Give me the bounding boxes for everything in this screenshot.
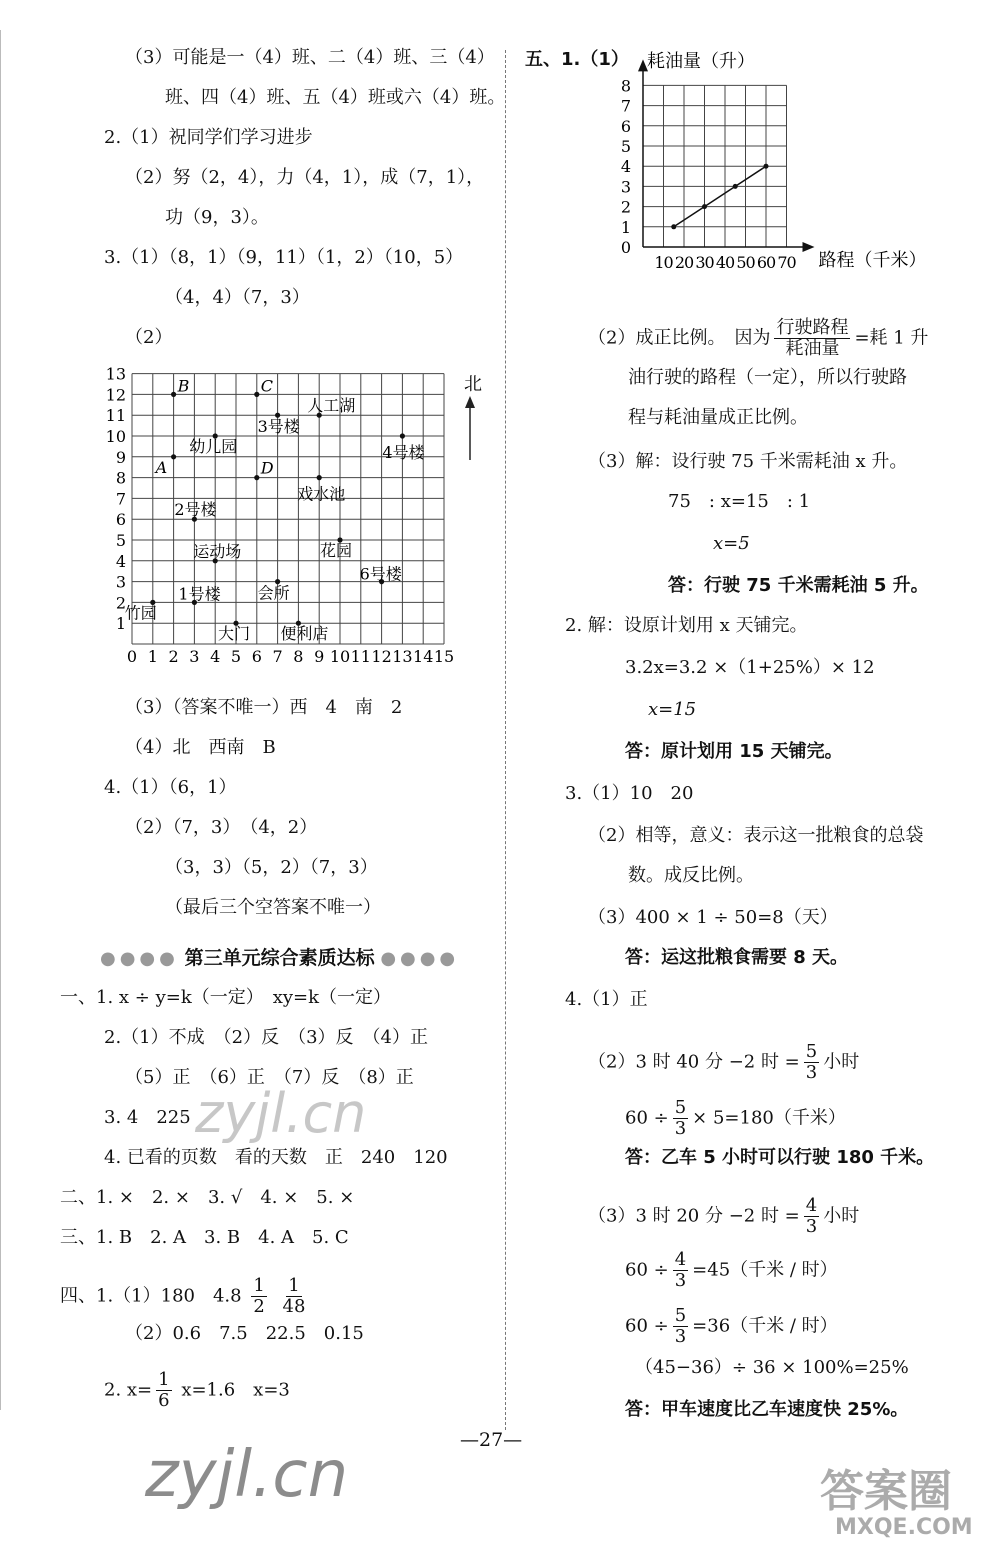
answer-8-3-line4: （45−36）÷ 36 × 100%=25% [635,1357,909,1378]
fuel-line-chart [605,45,945,275]
answer-5-2-line1 [588,318,928,359]
coordinate-map [100,360,500,670]
answer-3-3-line2: 班、四（4）班、五（4）班或六（4）班。 [165,87,506,108]
answer-6-result: 答：原计划用 15 天铺完。 [625,741,843,762]
map-point-label: 3号楼 [257,417,300,437]
map-y-tick-label: 10 [105,427,126,446]
map-y-tick-label: 7 [115,489,126,509]
part1-q1: 一、1. x ÷ y=k（一定） xy=k（一定） [60,987,392,1008]
answer-2-2-line2: 功（9，3）。 [165,207,269,228]
fraction [281,1276,308,1317]
map-point-label: 4号楼 [382,443,425,462]
map-point-label: C [260,376,274,396]
decor-dots-left: ●●●● [100,948,179,969]
answer-8-3-result: 答：甲车速度比乙车速度快 25%。 [625,1399,909,1420]
map-y-tick-label: 1 [115,614,126,634]
map-point [171,392,176,397]
map-x-tick-label: 10 [329,647,351,666]
answer-8-2-line2 [625,1098,846,1139]
map-y-tick-label: 13 [105,364,126,384]
map-x-tick-label: 6 [251,647,262,666]
fraction-den: 3 [674,1118,687,1139]
map-x-tick-label: 1 [147,647,158,666]
map-point-label: D [260,458,274,478]
answer-6-line3: x=15 [648,699,697,720]
answer-4-1: 4.（1）（6，1） [104,777,237,798]
answer-8-3-line1 [588,1196,859,1237]
x-axis-arrow-icon [803,242,815,252]
chart-y-tick-label: 7 [620,96,631,116]
answer-5-2-prefix: （2）成正比例。 因为 [588,327,771,349]
map-point-label: 幼儿园 [189,437,238,456]
part1-q2-line2: （5）正 （6）正 （7）反 （8）正 [125,1067,414,1088]
answer-7-result: 答：运这批粮食需要 8 天。 [625,947,849,968]
answer-4-note: （最后三个空答案不唯一） [165,897,381,918]
fraction-den: 48 [282,1296,306,1317]
answer-3-1-line2: （4，4）（7，3） [165,287,310,308]
map-point-label: 花园 [320,541,353,560]
answer-3-4: （4）北 西南 B [125,737,276,758]
answer-7-1: 3.（1）10 20 [565,783,694,804]
page-edge [0,30,15,1410]
fraction [156,1370,171,1411]
fraction-num: 5 [674,1305,687,1326]
part1-q2-line1: 2.（1）不成 （2）反 （3）反 （4）正 [104,1027,428,1048]
calc-prefix: 60 ÷ [625,1259,669,1281]
watermark-zyjl-bottom: zyjl.cn [145,1438,349,1512]
chart-x-tick-label: 70 [777,253,796,272]
fraction-den: 3 [674,1270,687,1291]
part3-answers: 三、1. B 2. A 3. B 4. A 5. C [60,1227,349,1248]
answer-5-2-line3: 程与耗油量成正比例。 [628,407,808,428]
map-point [254,392,259,397]
fraction [673,1306,688,1347]
fraction [804,1042,819,1083]
part4-q1-1 [60,1276,311,1317]
chart-series-line [674,166,766,227]
map-point-label: 6号楼 [359,564,402,584]
map-point-label: 1号楼 [178,584,221,604]
north-label: 北 [464,374,482,395]
map-x-tick-label: 14 [413,647,434,666]
fraction-num: 4 [674,1249,687,1270]
fraction-den: 3 [805,1062,818,1083]
chart-data-point [764,164,769,169]
part4-q2 [104,1370,290,1411]
chart-y-tick-label: 1 [620,217,631,237]
answer-5-3-line1: （3）解：设行驶 75 千米需耗油 x 升。 [588,451,908,472]
fraction-den: 3 [674,1326,687,1347]
part1-q4: 4. 已看的页数 看的天数 正 240 120 [104,1147,448,1168]
map-point-label: 2号楼 [174,500,217,520]
map-x-tick-label: 3 [189,647,200,666]
map-x-tick-label: 15 [433,647,455,666]
map-x-tick-label: 0 [126,647,138,666]
answer-3-3-line1: （3）可能是一（4）班、二（4）班、三（4） [125,47,495,68]
fraction-num: 1 [253,1275,265,1296]
map-y-tick-label: 11 [105,406,126,426]
fraction-num: 5 [674,1097,687,1118]
answer-8-3-prefix: （3）3 时 20 分 −2 时 = [588,1205,800,1227]
column-divider [505,50,506,1430]
map-y-tick-label: 3 [115,572,126,592]
map-y-tick-label: 12 [105,385,126,405]
chart-x-tick-label: 60 [756,253,776,272]
fraction-den: 2 [253,1296,265,1317]
chart-x-tick-label: 30 [695,253,714,272]
answer-5-3-line2: 75 : x=15 : 1 [668,491,811,512]
answer-8-2-line1 [588,1042,859,1083]
north-arrow-head-icon [465,396,475,408]
map-x-tick-label: 2 [168,647,179,666]
answer-4-3: （3，3）（5，2）（7，3） [165,857,378,878]
chart-y-tick-label: 6 [620,116,631,136]
answer-6-line1: 2. 解：设原计划用 x 天铺完。 [565,615,808,636]
answer-7-2-line1: （2）相等，意义：表示这一批粮食的总袋 [588,825,924,846]
map-x-tick-label: 5 [230,647,242,666]
answer-5-2-suffix: =耗 1 升 [854,327,929,349]
chart-data-point [702,204,707,209]
answer-2-2-line1: （2）努（2，4），力（4，1），成（7，1）， [125,167,485,188]
fraction [251,1276,266,1317]
map-x-tick-label: 4 [210,647,221,666]
map-point [317,475,322,480]
map-point [254,475,259,480]
chart-y-tick-label: 5 [620,137,631,156]
map-y-tick-label: 9 [115,447,126,467]
map-point-label: 人工湖 [307,396,356,416]
fraction [673,1250,688,1291]
fraction-den: 耗油量 [785,338,840,359]
part2-answers: 二、1. × 2. × 3. √ 4. × 5. × [60,1187,355,1208]
part4-q2-prefix: 2. x= [104,1379,153,1401]
calc-suffix: × 5=180（千米） [692,1107,846,1129]
map-y-tick-label: 5 [115,531,126,550]
map-y-tick-label: 2 [115,593,126,613]
answer-8-3-suffix: 小时 [823,1205,860,1227]
watermark-mxqe: MXQE.COM [835,1515,973,1540]
answer-8-1: 4.（1）正 [565,989,648,1010]
chart-y-tick-label: 4 [620,157,631,177]
fraction-num: 5 [805,1041,818,1062]
map-x-tick-label: 9 [314,647,325,666]
part1-q3: 3. 4 225 [104,1107,191,1128]
fraction-den: 3 [805,1216,818,1237]
map-point [171,454,176,459]
map-y-tick-label: 4 [115,551,126,571]
chart-x-tick-label: 40 [715,253,735,272]
answer-2-1: 2.（1）祝同学们学习进步 [104,127,313,148]
map-point-label: 会所 [257,583,290,603]
fraction [673,1098,688,1139]
map-y-tick-label: 8 [115,468,126,488]
part4-q1-1-text: 四、1.（1）180 4.8 [60,1285,242,1307]
watermark-daanquan: 答案圈 [820,1466,952,1517]
fraction-num: 1 [288,1275,300,1296]
part4-q2-rest: x=1.6 x=3 [181,1379,290,1401]
answer-5-3-line3: x=5 [713,533,750,554]
page-number: —27— [460,1429,523,1451]
map-point-label: 运动场 [193,541,242,561]
fraction [804,1196,819,1237]
fraction-num: 1 [158,1369,170,1390]
fraction-num: 行驶路程 [776,317,849,338]
map-x-tick-label: 7 [272,647,283,666]
answer-3-3: （3）（答案不唯一）西 4 南 2 [125,697,403,718]
answer-3-1-line1: 3.（1）（8，1）（9，11）（1，2）（10，5） [104,247,464,268]
answer-6-line2: 3.2x=3.2 ×（1+25%）× 12 [625,657,875,678]
calc-suffix: =36（千米 / 时） [692,1315,838,1337]
part4-q1-2: （2）0.6 7.5 22.5 0.15 [125,1323,364,1344]
fraction-den: 6 [158,1390,170,1411]
answer-7-3: （3）400 × 1 ÷ 50=8（天） [588,907,838,928]
map-x-tick-label: 12 [371,647,392,666]
answer-8-2-suffix: 小时 [823,1051,860,1073]
chart-data-point [671,224,676,229]
map-point [400,433,405,438]
chart-y-tick-label: 0 [620,238,631,257]
chart-x-tick-label: 50 [736,253,755,272]
answer-8-3-line2 [625,1250,838,1291]
map-point-label: A [155,457,168,477]
map-point-label: 便利店 [280,624,329,644]
calc-prefix: 60 ÷ [625,1315,669,1337]
map-x-tick-label: 8 [293,647,304,666]
map-point-label: 大门 [218,624,251,644]
chart-y-tick-label: 3 [620,177,631,197]
answer-7-2-line2: 数。成反比例。 [628,865,754,886]
map-point-label: 戏水池 [297,484,346,504]
chart-y-tick-label: 2 [620,197,631,217]
calc-prefix: 60 ÷ [625,1107,669,1129]
fraction-num: 4 [805,1195,818,1216]
chart-x-tick-label: 20 [674,253,694,272]
answer-8-2-result: 答：乙车 5 小时可以行驶 180 千米。 [625,1147,935,1168]
chart-data-point [733,184,738,189]
chart-y-axis-label: 耗油量（升） [647,51,755,72]
map-point-label: B [177,376,190,396]
watermark-zyjl: zyjl.cn [195,1082,367,1145]
calc-suffix: =45（千米 / 时） [692,1259,838,1281]
answer-3-2: （2） [125,327,173,348]
answer-4-2: （2）（7，3） （4，2） [125,817,318,838]
map-x-tick-label: 13 [392,647,413,666]
fraction [774,318,850,359]
decor-dots-right: ●●●● [380,948,460,969]
chart-x-axis-label: 路程（千米） [818,250,927,271]
map-y-tick-label: 6 [115,510,126,530]
answer-8-3-line3 [625,1306,838,1347]
section-header [100,946,460,971]
answer-5-2-line2: 油行驶的路程（一定），所以行驶路 [628,367,907,388]
map-x-tick-label: 11 [350,647,371,666]
chart-y-tick-label: 8 [620,76,631,96]
answer-5-1-head: 五、1.（1） [525,49,629,70]
answer-5-3-result: 答：行驶 75 千米需耗油 5 升。 [668,575,929,596]
answer-8-2-prefix: （2）3 时 40 分 −2 时 = [588,1051,800,1073]
chart-x-tick-label: 10 [654,253,673,272]
map-point-label: 竹园 [124,603,157,623]
section-title: 第三单元综合素质达标 [184,947,375,969]
